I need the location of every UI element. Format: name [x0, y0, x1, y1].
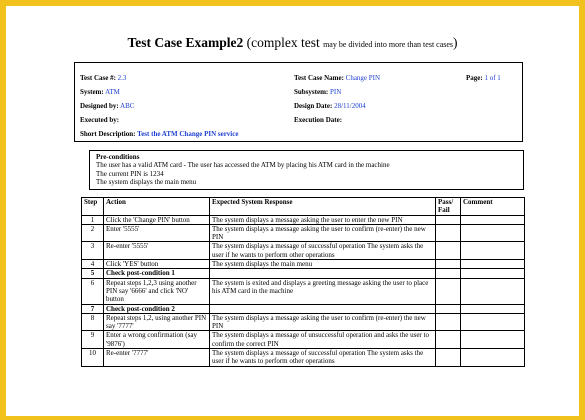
precondition-line: The current PIN is 1234 [96, 169, 164, 178]
preconditions-title: Pre-conditions [96, 153, 140, 161]
pass-fail-cell [436, 224, 461, 242]
comment-cell [461, 304, 525, 313]
table-body [82, 215, 525, 366]
comment-cell [461, 224, 525, 242]
pass-fail-cell [436, 313, 461, 331]
title-paren-close: ) [453, 35, 458, 50]
pass-fail-cell [436, 278, 461, 304]
pass-fail-cell [436, 260, 461, 269]
table-row [82, 331, 525, 349]
action-cell: Re-enter '5555' [104, 242, 210, 260]
pass-fail-cell [436, 269, 461, 278]
comment-cell [461, 313, 525, 331]
comment-cell [461, 242, 525, 260]
system: System: ATM [80, 88, 120, 96]
action-cell: Check post-condition 1 [104, 269, 210, 278]
response-cell: The system displays a message asking the user to confirm (re-enter) the new PIN [210, 313, 436, 331]
precondition-line: The user has a valid ATM card - The user has accessed the ATM by placing his ATM card in the machine [96, 161, 390, 170]
test-case-header [74, 62, 523, 142]
comment-cell [461, 215, 525, 224]
action-cell: Re-enter '7777' [104, 349, 210, 367]
step-cell: 1 [82, 215, 104, 224]
step-cell: 6 [82, 278, 104, 304]
document-title [6, 34, 579, 52]
title-subtitle: may be divided into more than test cases [323, 40, 454, 49]
test-case-name: Test Case Name: Change PIN [294, 74, 381, 82]
pass-fail-cell [436, 304, 461, 313]
test-case-number: Test Case #: 2.3 [80, 74, 127, 82]
step-cell: 8 [82, 313, 104, 331]
execution-date: Execution Date: [294, 116, 343, 124]
action-cell: Check post-condition 2 [104, 304, 210, 313]
step-cell: 3 [82, 242, 104, 260]
response-cell: The system is exited and displays a greeting message asking the user to place his ATM card in the machine [210, 278, 436, 304]
response-cell [210, 304, 436, 313]
step-cell: 7 [82, 304, 104, 313]
short-description: Short Description: Test the ATM Change PIN service [80, 130, 239, 138]
precondition-line: The system displays the main menu [96, 178, 197, 187]
preconditions-box [89, 150, 524, 190]
header-pass-fail: Pass/ Fail [436, 198, 461, 216]
table-row [82, 242, 525, 260]
subsystem: Subsystem: PIN [294, 88, 342, 96]
table-header-row [82, 198, 525, 216]
table-row [82, 349, 525, 367]
header-step: Step [82, 198, 104, 216]
response-cell: The system displays a message of unsuccessful operation and asks the user to confirm the correct PIN [210, 331, 436, 349]
step-cell: 2 [82, 224, 104, 242]
step-cell: 9 [82, 331, 104, 349]
table-row [82, 269, 525, 278]
table-row [82, 215, 525, 224]
pass-fail-cell [436, 349, 461, 367]
document-page [6, 6, 579, 416]
designed-by: Designed by: ABC [80, 102, 135, 110]
step-cell: 10 [82, 349, 104, 367]
page-number: Page: 1 of 1 [466, 74, 501, 82]
executed-by: Executed by: [80, 116, 120, 124]
action-cell: Repeat steps 1,2, using another PIN say '7777' [104, 313, 210, 331]
action-cell: Enter a wrong confirmation (say '9876') [104, 331, 210, 349]
pass-fail-cell [436, 331, 461, 349]
comment-cell [461, 260, 525, 269]
comment-cell [461, 269, 525, 278]
table-row [82, 260, 525, 269]
step-cell: 4 [82, 260, 104, 269]
action-cell: Repeat steps 1,2,3 using another PIN say '6666' and click 'NO' button [104, 278, 210, 304]
response-cell: The system displays a message of successful operation The system asks the user if he wants to perform other operations [210, 242, 436, 260]
response-cell [210, 269, 436, 278]
response-cell: The system displays a message asking the user to enter the new PIN [210, 215, 436, 224]
design-date: Design Date: 28/11/2004 [294, 102, 366, 110]
comment-cell [461, 278, 525, 304]
table-row [82, 304, 525, 313]
table-row [82, 313, 525, 331]
comment-cell [461, 349, 525, 367]
comment-cell [461, 331, 525, 349]
action-cell: Click 'YES' button [104, 260, 210, 269]
header-expected-response: Expected System Response [210, 198, 436, 216]
step-cell: 5 [82, 269, 104, 278]
title-paren-open: (complex test [243, 35, 324, 50]
title-main: Test Case Example2 [127, 35, 244, 50]
test-steps-table [81, 197, 525, 367]
header-comment: Comment [461, 198, 525, 216]
response-cell: The system displays the main menu [210, 260, 436, 269]
response-cell: The system displays a message asking the user to confirm (re-enter) the new PIN [210, 224, 436, 242]
header-action: Action [104, 198, 210, 216]
table-row [82, 224, 525, 242]
pass-fail-cell [436, 242, 461, 260]
response-cell: The system displays a message of successful operation The system asks the user if he wants to perform other operations [210, 349, 436, 367]
action-cell: Click the 'Change PIN' button [104, 215, 210, 224]
table-row [82, 278, 525, 304]
pass-fail-cell [436, 215, 461, 224]
action-cell: Enter '5555' [104, 224, 210, 242]
